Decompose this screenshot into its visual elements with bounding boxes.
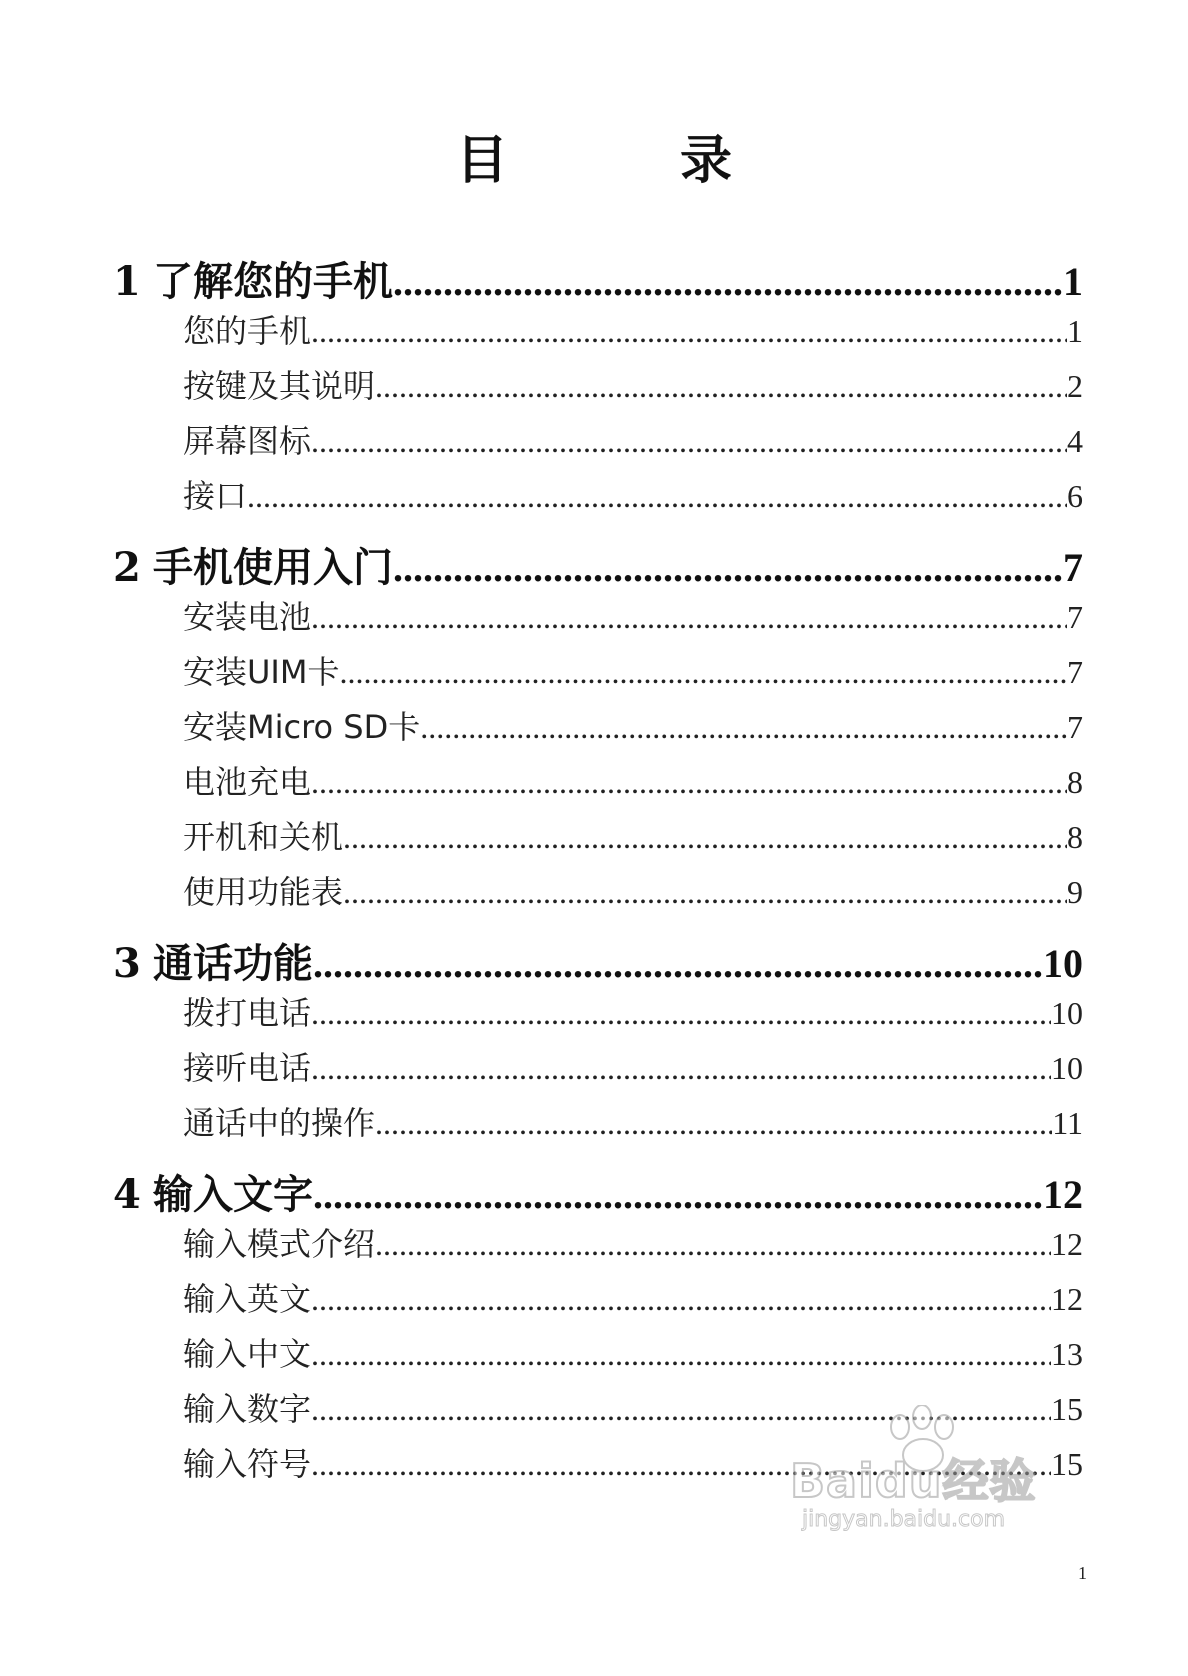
entry-title: 屏幕图标 (183, 422, 312, 460)
entry-page: 11 (1052, 1105, 1083, 1141)
entry-title: 使用功能表 (183, 873, 344, 911)
dot-leader (247, 478, 1067, 515)
entry-page: 12 (1051, 1281, 1083, 1317)
dot-leader (343, 819, 1067, 856)
toc-entry[interactable] (113, 1329, 1083, 1384)
entry-page: 15 (1051, 1391, 1083, 1427)
watermark-logo: Baidu经验 (790, 1454, 1037, 1508)
toc-entry[interactable] (113, 361, 1083, 416)
toc-entry[interactable] (113, 702, 1083, 757)
dot-leader (311, 995, 1051, 1032)
toc-entry[interactable] (113, 416, 1083, 471)
entry-page: 8 (1067, 819, 1083, 855)
entry-title: 接口 (183, 477, 248, 515)
entry-page: 7 (1067, 599, 1083, 635)
chapter-number: 2 (113, 544, 141, 591)
table-of-contents (113, 250, 1083, 1494)
chapter-number: 4 (113, 1171, 141, 1218)
entry-page: 9 (1067, 874, 1083, 910)
toc-entry[interactable] (113, 1043, 1083, 1098)
chapter-number: 3 (113, 940, 141, 987)
chapter-number: 1 (113, 258, 141, 305)
toc-entry[interactable] (113, 867, 1083, 922)
entry-page: 10 (1051, 1050, 1083, 1086)
chapter-title: 输入文字 (153, 1172, 313, 1218)
entry-title: 电池充电 (183, 763, 312, 801)
entry-page: 15 (1051, 1446, 1083, 1482)
entry-title: 开机和关机 (183, 818, 344, 856)
entry-title: 输入模式介绍 (183, 1225, 376, 1263)
page-number: 1 (1078, 1563, 1087, 1583)
entry-title: 您的手机 (183, 312, 312, 350)
dot-leader (313, 1171, 1043, 1218)
toc-entry[interactable] (113, 471, 1083, 526)
toc-chapter-1[interactable] (113, 250, 1083, 306)
entry-page: 8 (1067, 764, 1083, 800)
dot-leader (311, 599, 1067, 636)
entry-page: 7 (1067, 654, 1083, 690)
dot-leader (311, 1336, 1051, 1373)
toc-entry[interactable] (113, 812, 1083, 867)
entry-page: 10 (1051, 995, 1083, 1031)
toc-chapter-2[interactable] (113, 536, 1083, 592)
entry-page: 13 (1051, 1336, 1083, 1372)
entry-page: 6 (1067, 478, 1083, 514)
entry-title: 输入中文 (183, 1335, 312, 1373)
dot-leader (375, 1105, 1052, 1142)
watermark-url: jingyan.baidu.com (802, 1507, 1006, 1532)
dot-leader (420, 709, 1067, 746)
entry-title: 拨打电话 (183, 994, 312, 1032)
entry-title: 输入数字 (183, 1390, 312, 1428)
chapter-page: 12 (1043, 1172, 1083, 1217)
chapter-page: 1 (1063, 259, 1083, 304)
chapter-page: 7 (1063, 545, 1083, 590)
entry-page: 2 (1067, 368, 1083, 404)
dot-leader (393, 544, 1063, 591)
toc-entry[interactable] (113, 306, 1083, 361)
toc-entry[interactable] (113, 647, 1083, 702)
toc-entry[interactable] (113, 1098, 1083, 1153)
dot-leader (343, 874, 1067, 911)
entry-title: 安装UIM卡 (183, 653, 340, 691)
dot-leader (339, 654, 1067, 691)
toc-entry[interactable] (113, 1274, 1083, 1329)
entry-title: 通话中的操作 (183, 1104, 376, 1142)
dot-leader (375, 1226, 1051, 1263)
chapter-title: 通话功能 (153, 941, 313, 987)
entry-title: 输入英文 (183, 1280, 312, 1318)
chapter-title: 手机使用入门 (153, 545, 393, 591)
toc-chapter-4[interactable] (113, 1163, 1083, 1219)
entry-page: 4 (1067, 423, 1083, 459)
dot-leader (313, 940, 1043, 987)
entry-title: 安装Micro SD卡 (183, 708, 421, 746)
entry-page: 7 (1067, 709, 1083, 745)
dot-leader (311, 764, 1067, 801)
dot-leader (311, 1281, 1051, 1318)
entry-title: 安装电池 (183, 598, 312, 636)
baidu-jingyan-watermark (790, 1405, 1070, 1535)
entry-title: 按键及其说明 (183, 367, 376, 405)
entry-page: 12 (1051, 1226, 1083, 1262)
toc-entry[interactable] (113, 757, 1083, 812)
toc-entry[interactable] (113, 1219, 1083, 1274)
page-title: 目 录 (455, 131, 792, 191)
chapter-title: 了解您的手机 (153, 259, 393, 305)
dot-leader (311, 423, 1067, 460)
toc-entry[interactable] (113, 592, 1083, 647)
dot-leader (311, 313, 1067, 350)
entry-title: 接听电话 (183, 1049, 312, 1087)
toc-chapter-3[interactable] (113, 932, 1083, 988)
entry-title: 输入符号 (183, 1445, 312, 1483)
dot-leader (393, 258, 1063, 305)
dot-leader (311, 1050, 1051, 1087)
entry-page: 1 (1067, 313, 1083, 349)
toc-entry[interactable] (113, 988, 1083, 1043)
chapter-page: 10 (1043, 941, 1083, 986)
dot-leader (375, 368, 1067, 405)
